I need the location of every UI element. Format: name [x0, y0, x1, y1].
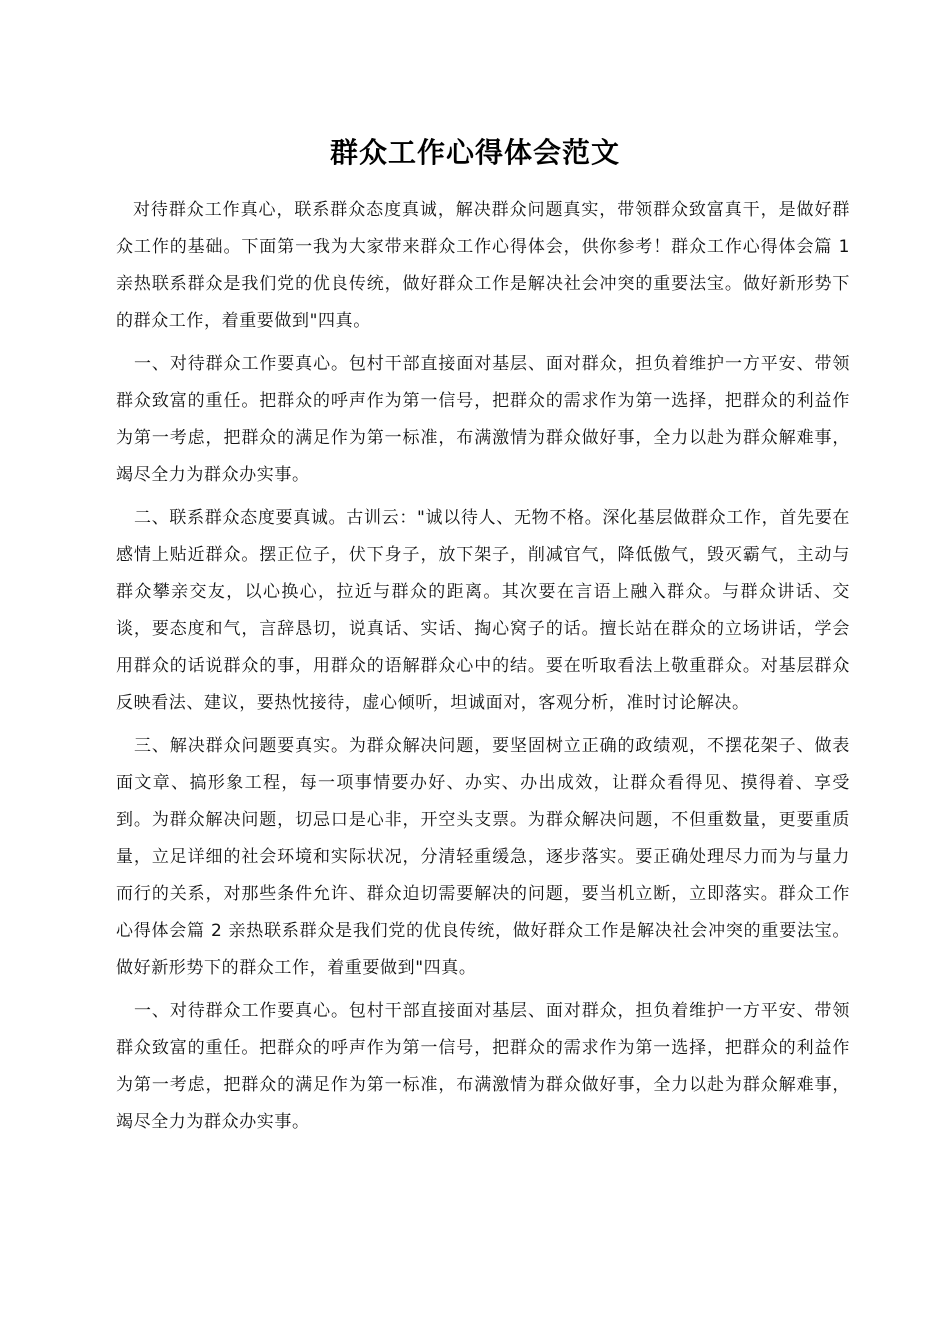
- paragraph-point-two: 二、联系群众态度要真诚。古训云："诚以待人、无物不格。深化基层做群众工作，首先要在感情上贴近群众。摆正位子，伏下身子，放下架子，削减官气，降低傲气，毁灭霸气，主动与群众攀亲交友，以心换心，拉近与群众的距离。其次要在言语上融入群众。与群众讲话、交谈，要态度和气，言辞恳切，说真话、实话、掏心窝子的话。擅长站在群众的立场讲话，学会用群众的话说群众的事，用群众的语解群众心中的结。要在听取看法上敬重群众。对基层群众反映看法、建议，要热忱接待，虚心倾听，坦诚面对，客观分析，准时讨论解决。: [116, 508, 850, 713]
- paragraph-point-three: 三、解决群众问题要真实。为群众解决问题，要坚固树立正确的政绩观，不摆花架子、做表面文章、搞形象工程，每一项事情要办好、办实、办出成效，让群众看得见、摸得着、享受到。为群众解决问题，切忌口是心非，开空头支票。为群众解决问题，不但重数量，更要重质量，立足详细的社会环境和实际状况，分清轻重缓急，逐步落实。要正确处理尽力而为与量力而行的关系，对那些条件允许、群众迫切需要解决的问题，要当机立断，立即落实。群众工作心得体会篇 2 亲热联系群众是我们党的优良传统，做好群众工作是解决社会冲突的重要法宝。做好新形势下的群众工作，着重要做到"四真。: [116, 736, 850, 978]
- document-body: [116, 192, 850, 1147]
- paragraph-point-one: 一、对待群众工作要真心。包村干部直接面对基层、面对群众，担负着维护一方平安、带领群众致富的重任。把群众的呼声作为第一信号，把群众的需求作为第一选择，把群众的利益作为第一考虑，把群众的满足作为第一标准，布满激情为群众做好事，全力以赴为群众解难事，竭尽全力为群众办实事。: [116, 354, 850, 485]
- paragraph-point-one-repeat: 一、对待群众工作要真心。包村干部直接面对基层、面对群众，担负着维护一方平安、带领群众致富的重任。把群众的呼声作为第一信号，把群众的需求作为第一选择，把群众的利益作为第一考虑，把群众的满足作为第一标准，布满激情为群众做好事，全力以赴为群众解难事，竭尽全力为群众办实事。: [116, 1001, 850, 1132]
- paragraph-intro: 对待群众工作真心，联系群众态度真诚，解决群众问题真实，带领群众致富真干，是做好群众工作的基础。下面第一我为大家带来群众工作心得体会，供你参考！群众工作心得体会篇 1 亲热联系群众是我们党的优良传统，做好群众工作是解决社会冲突的重要法宝。做好新形势下的群众工作，着重要做到"四真。: [116, 200, 850, 331]
- document-title: 群众工作心得体会范文: [329, 136, 620, 169]
